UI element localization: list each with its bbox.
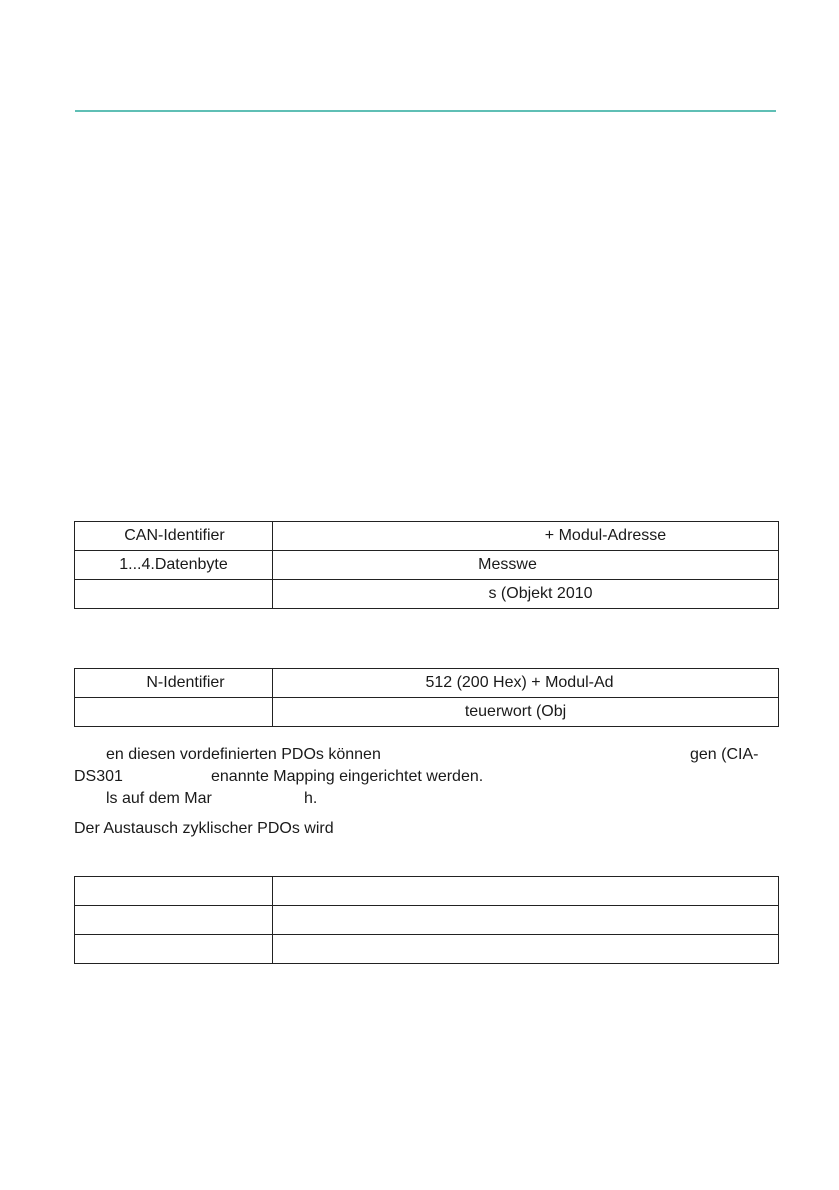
table-cell	[75, 698, 273, 727]
cell-value: teuerwort (Obj	[464, 703, 567, 720]
table-cell	[75, 522, 273, 551]
paragraph-line-1b: gen (CIA-	[690, 746, 759, 763]
table-cell	[75, 906, 273, 935]
table-row	[75, 551, 779, 580]
table-n-identifier	[74, 668, 779, 727]
cell-value: Messwe	[478, 556, 537, 573]
table-cell	[75, 580, 273, 609]
table-cell	[75, 551, 273, 580]
table-row	[75, 522, 779, 551]
paragraph-line-2b: enannte Mapping eingerichtet werden.	[211, 768, 484, 785]
cell-label: 1...4.Datenbyte	[119, 556, 228, 573]
table-row	[75, 877, 779, 906]
table-cell	[75, 877, 273, 906]
table-row	[75, 698, 779, 727]
table-row	[75, 906, 779, 935]
pdo-exchange-sentence: Der Austausch zyklischer PDOs wird	[74, 820, 334, 837]
paragraph-line-1a: en diesen vordefinierten PDOs können	[106, 746, 381, 763]
table-empty	[74, 876, 779, 964]
table-cell	[273, 698, 779, 727]
cell-label: N-Identifier	[146, 674, 225, 691]
table-row	[75, 580, 779, 609]
table-cell	[273, 522, 779, 551]
paragraph-line-3a: ls auf dem Mar	[106, 790, 212, 807]
table-can-identifier	[74, 521, 779, 609]
table-row	[75, 935, 779, 964]
table-cell	[273, 669, 779, 698]
cell-value: + Modul-Adresse	[544, 527, 667, 544]
table-cell	[273, 906, 779, 935]
cell-value: s (Objekt 2010	[488, 585, 593, 602]
table-cell	[75, 935, 273, 964]
table-cell	[273, 877, 779, 906]
table-cell	[273, 580, 779, 609]
header-rule	[75, 110, 776, 112]
cell-value: 512 (200 Hex) + Modul-Ad	[425, 674, 614, 691]
table-cell	[75, 669, 273, 698]
table-row	[75, 669, 779, 698]
paragraph-line-2a: DS301	[74, 768, 123, 785]
paragraph-line-3b: h.	[304, 790, 318, 807]
table-cell	[273, 935, 779, 964]
table-cell	[273, 551, 779, 580]
cell-label: CAN-Identifier	[124, 527, 225, 544]
